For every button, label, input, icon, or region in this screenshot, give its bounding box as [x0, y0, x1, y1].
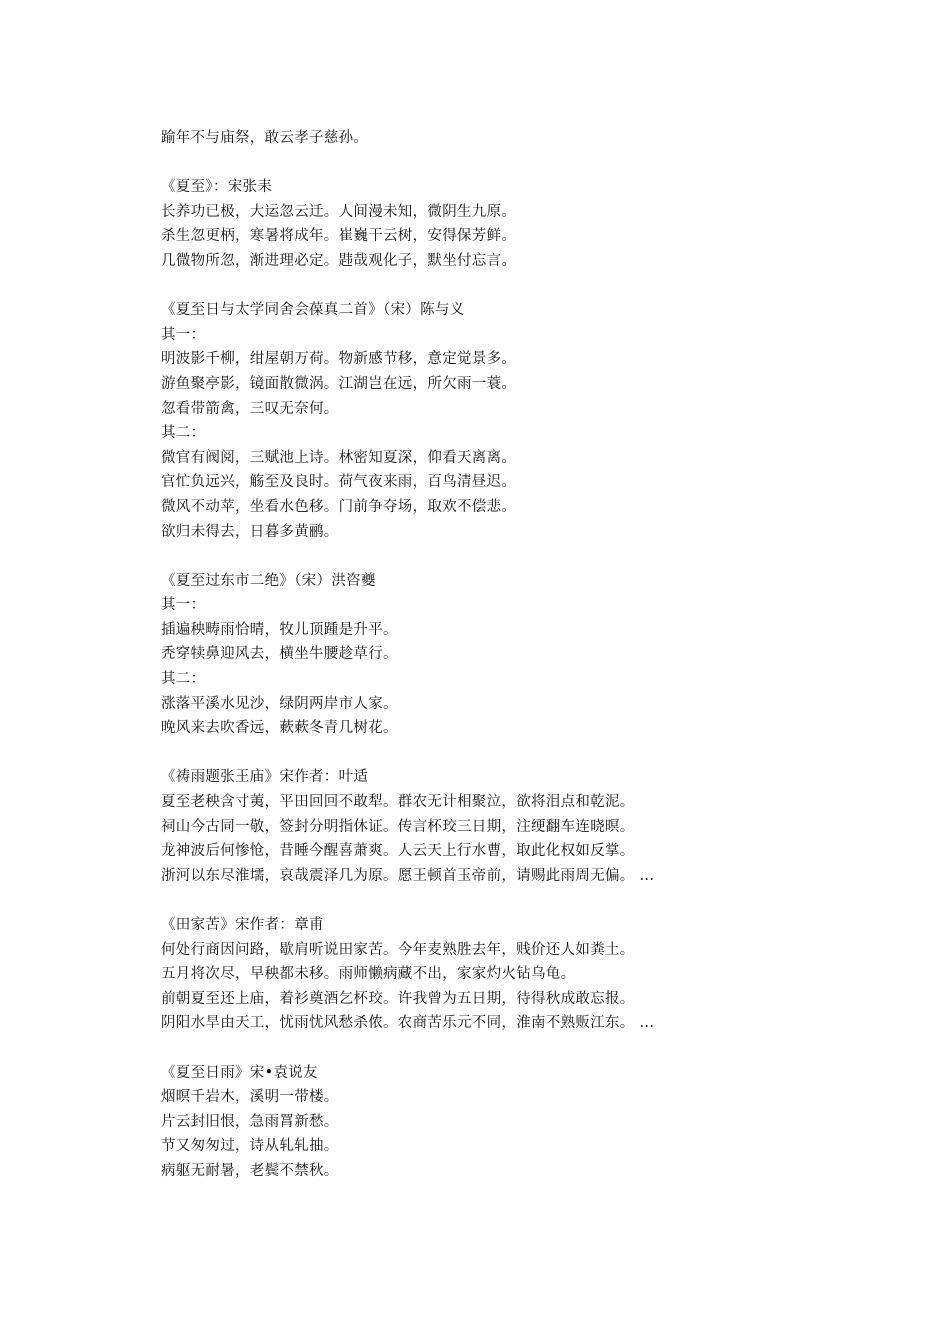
blank-line [161, 544, 921, 569]
poem-line: 秃穿犊鼻迎风去，横坐牛腰趁草行。 [161, 646, 398, 663]
document-body [161, 126, 921, 1184]
poem-block [161, 298, 921, 544]
poem-title: 《田家苦》宋作者：章甫 [161, 917, 324, 933]
poem-line: 长养功已极，大运忽云迁。人间漫未知，微阴生九原。 [161, 203, 517, 220]
poem-line: 浙河以东尽淮壖，哀哉震泽几为原。愿王顿首玉帝前，请赐此雨周无偏。 ... [161, 867, 655, 884]
poem-line: 病躯无耐暑，老鬓不禁秋。 [161, 1162, 339, 1179]
poem-line: 何处行商因问路，歇肩听说田家苦。今年麦熟胜去年，贱价还人如粪土。 [161, 941, 635, 958]
blank-line [161, 888, 921, 913]
poem-block [161, 765, 921, 888]
poem-line: 前朝夏至还上庙，着衫奠酒乞杯珓。许我曾为五日期，待得秋成敢忘报。 [161, 990, 635, 1007]
poem-section-label: 其一： [161, 597, 206, 614]
poem-line: 官忙负远兴，觞至及良时。荷气夜来雨，百鸟清昼迟。 [161, 474, 517, 491]
poem-line: 片云封旧恨，急雨罥新愁。 [161, 1113, 339, 1130]
poem-section-label: 其二： [161, 425, 206, 442]
blank-line [161, 1036, 921, 1061]
poem-line: 几微物所忽，渐进理必定。韪哉观化子，默坐付忘言。 [161, 252, 517, 269]
poem-line: 晚风来去吹香远，蔌蔌冬青几树花。 [161, 720, 398, 737]
blank-line [161, 274, 921, 299]
poem-line: 微官有阀阅，三赋池上诗。林密知夏深，仰看天离离。 [161, 449, 517, 466]
poem-title: 《夏至日雨》宋•袁说友 [161, 1064, 318, 1081]
poem-line: 节又匆匆过，诗从轧轧抽。 [161, 1138, 339, 1155]
poem-line: 龙神波后何惨怆，昔睡今醒喜萧爽。人云天上行水曹，取此化权如反掌。 [161, 843, 635, 860]
poem-block [161, 569, 921, 741]
poem-line: 阴阳水旱由天工，忧雨忧风愁杀侬。农商苦乐元不同，淮南不熟贩江东。 ... [161, 1015, 655, 1032]
blank-line [161, 151, 921, 176]
poem-line: 忽看带箭禽，三叹无奈何。 [161, 400, 339, 417]
blank-line [161, 741, 921, 766]
poem-line: 微风不动苹，坐看水色移。门前争夺场，取欢不偿悲。 [161, 498, 517, 515]
poem-line: 游鱼聚亭影，镜面散微涡。江湖岂在远，所欠雨一蓑。 [161, 375, 517, 392]
poem-block [161, 1061, 921, 1184]
poem-section-label: 其一： [161, 326, 206, 343]
poem-title: 《夏至过东市二绝》（宋）洪咨夔 [161, 572, 376, 589]
poem-block [161, 175, 921, 273]
poem-line: 烟暝千岩木，溪明一带楼。 [161, 1089, 339, 1106]
poem-line: 明波影千柳，绀屋朝万荷。物新感节移，意定觉景多。 [161, 351, 517, 368]
poem-line: 杀生忽更柄，寒暑将成年。崔巍干云树，安得保芳鲜。 [161, 228, 517, 245]
poem-line: 夏至老秧含寸荑，平田回回不敢犁。群农无计相聚泣，欲将泪点和乾泥。 [161, 794, 635, 811]
poem-section-label: 其二： [161, 671, 206, 688]
opening-line: 踰年不与庙祭，敢云孝子慈孙。 [161, 130, 369, 146]
poem-block [161, 913, 921, 1036]
poem-line: 五月将次尽，早秧都未移。雨师懒病藏不出，家家灼火钻乌龟。 [161, 966, 576, 983]
poem-line: 涨落平溪水见沙，绿阴两岸市人家。 [161, 695, 398, 712]
poem-line: 插遍秧畴雨恰晴，牧儿顶踵是升平。 [161, 621, 398, 638]
poem-title: 《祷雨题张王庙》宋作者：叶适 [161, 769, 369, 786]
poem-title: 《夏至日与太学同舍会葆真二首》（宋）陈与义 [161, 302, 465, 319]
poem-title: 《夏至》：宋张耒 [161, 179, 273, 196]
poem-line: 祠山今古同一敬，签封分明指休证。传言杯珓三日期，注绠翻车连晓暝。 [161, 818, 635, 835]
poem-line: 欲归未得去，日暮多黄鹂。 [161, 523, 339, 540]
